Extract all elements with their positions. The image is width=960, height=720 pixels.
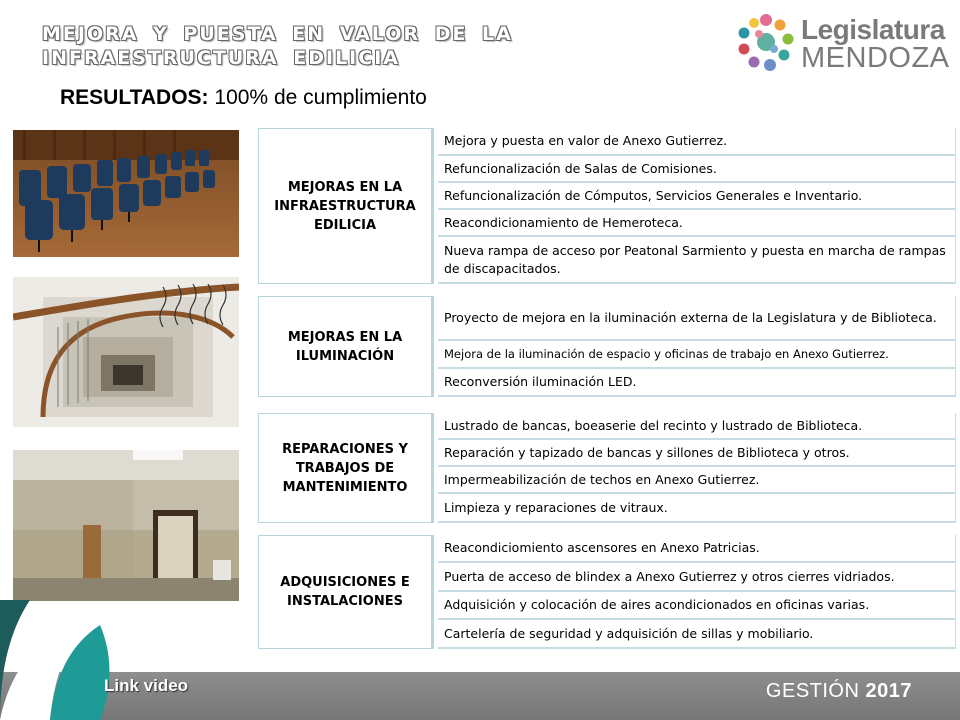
list-item: Mejora de la iluminación de espacio y oficinas de trabajo en Anexo Gutierrez. [438,341,956,369]
list-item: Reacondicionamiento de Hemeroteca. [438,210,956,237]
group-title: MEJORAS EN LA INFRAESTRUCTURA EDILICIA [258,128,434,284]
gestion-text: GESTIÓN [765,680,860,702]
group-items [438,413,956,523]
list-item: Reacondiciomiento ascensores en Anexo Patricias. [438,535,956,563]
group-items [438,296,956,397]
list-item: Mejora y puesta en valor de Anexo Gutierrez. [438,128,956,156]
gestion-label [766,680,912,703]
results-subtitle [60,86,427,110]
list-item: Reparación y tapizado de bancas y sillones de Biblioteca y otros. [438,440,956,467]
list-item: Cartelería de seguridad y adquisición de sillas y mobiliario. [438,620,956,649]
group-iluminacion [258,296,956,397]
list-item: Adquisición y colocación de aires acondicionados en oficinas varias. [438,592,956,620]
group-infraestructura [258,128,956,284]
group-title: ADQUISICIONES E INSTALACIONES [258,535,434,649]
list-item: Proyecto de mejora en la iluminación externa de la Legislatura y de Biblioteca. [438,296,956,341]
gestion-year: 2017 [865,680,912,702]
slide-title: MEJORA Y PUESTA EN VALOR DE LA INFRAESTRUCTURA EDILICIA [42,23,513,69]
group-items [438,535,956,649]
link-video[interactable]: Link video [104,676,189,695]
list-item: Lustrado de bancas, boeaserie del recinto y lustrado de Biblioteca. [438,413,956,440]
corner-swoosh-icon [0,600,120,720]
legislatura-logo [735,10,950,76]
list-item: Limpieza y reparaciones de vitraux. [438,494,956,523]
list-item: Reconversión iluminación LED. [438,369,956,397]
chairs-photo [13,130,239,257]
results-label: RESULTADOS: [60,86,209,109]
list-item: Puerta de acceso de blindex a Anexo Gutierrez y otros cierres vidriados. [438,563,956,592]
list-item: Nueva rampa de acceso por Peatonal Sarmiento y puesta en marcha de rampas de discapacitados. [438,237,956,284]
list-item: Refuncionalización de Salas de Comisiones. [438,156,956,183]
list-item: Refuncionalización de Cómputos, Servicios Generales e Inventario. [438,183,956,210]
group-title: REPARACIONES Y TRABAJOS DE MANTENIMIENTO [258,413,434,523]
group-items [438,128,956,284]
staircase-photo [13,277,239,427]
group-adquisiciones [258,535,956,649]
office-room-photo [13,450,239,601]
legislatura-logo-icon [735,12,797,74]
group-reparaciones [258,413,956,523]
logo-text-mendoza: MENDOZA [801,42,950,74]
logo-text-legislatura: Legislatura [801,14,945,45]
results-value: 100% de cumplimiento [208,86,427,109]
list-item: Impermeabilización de techos en Anexo Gutierrez. [438,467,956,494]
group-title: MEJORAS EN LA ILUMINACIÓN [258,296,434,397]
